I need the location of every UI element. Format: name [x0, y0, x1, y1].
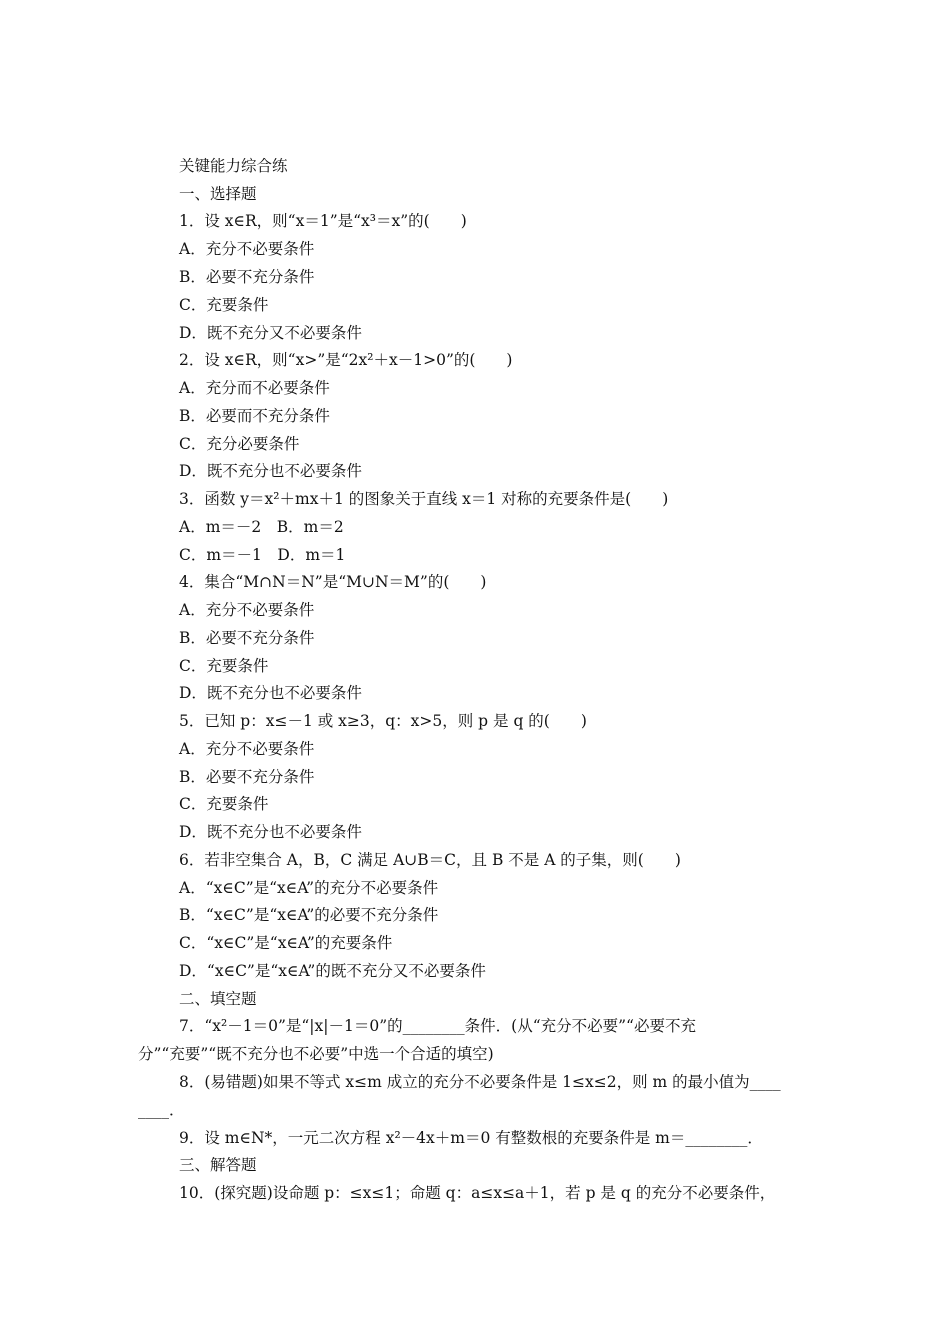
option-2b: B．必要而不充分条件	[179, 407, 330, 425]
question-10: 10．(探究题)设命题 p：≤x≤1；命题 q：a≤x≤a＋1，若 p 是 q 的充分不必要条件，	[179, 1184, 776, 1202]
option-1c: C．充要条件	[179, 296, 269, 314]
option-6a: A．“x∈C”是“x∈A”的充分不必要条件	[179, 879, 439, 897]
section-heading-choice: 一、选择题	[179, 185, 257, 203]
option-4a: A．充分不必要条件	[179, 601, 315, 619]
option-6b: B．“x∈C”是“x∈A”的必要不充分条件	[179, 906, 439, 924]
option-5a: A．充分不必要条件	[179, 740, 315, 758]
option-2a: A．充分而不必要条件	[179, 379, 330, 397]
section-heading-answer: 三、解答题	[179, 1156, 257, 1174]
question-7: 7．“x²－1＝0”是“|x|－1＝0”的________条件．(从“充分不必要”“必要不充	[179, 1017, 696, 1035]
document-title: 关键能力综合练	[179, 157, 288, 175]
question-2: 2．设 x∈R，则“x>”是“2x²＋x－1>0”的( )	[179, 351, 513, 369]
question-4: 4．集合“M∩N＝N”是“M∪N＝M”的( )	[179, 573, 487, 591]
section-heading-fill: 二、填空题	[179, 990, 257, 1008]
question-6: 6．若非空集合 A，B，C 满足 A∪B＝C，且 B 不是 A 的子集，则( )	[179, 851, 681, 869]
option-6c: C．“x∈C”是“x∈A”的充要条件	[179, 934, 393, 952]
question-8-continued: ____．	[138, 1101, 185, 1119]
option-4d: D．既不充分也不必要条件	[179, 684, 362, 702]
question-1: 1．设 x∈R，则“x＝1”是“x³＝x”的( )	[179, 212, 467, 230]
option-4c: C．充要条件	[179, 657, 269, 675]
option-5c: C．充要条件	[179, 795, 269, 813]
option-1d: D．既不充分又不必要条件	[179, 324, 362, 342]
option-2d: D．既不充分也不必要条件	[179, 462, 362, 480]
question-9: 9．设 m∈N*，一元二次方程 x²－4x＋m＝0 有整数根的充要条件是 m＝________．	[179, 1129, 763, 1147]
question-8: 8．(易错题)如果不等式 x≤m 成立的充分不必要条件是 1≤x≤2，则 m 的最小值为____	[179, 1073, 781, 1091]
option-1a: A．充分不必要条件	[179, 240, 315, 258]
option-4b: B．必要不充分条件	[179, 629, 315, 647]
options-3cd: C．m＝－1 D．m＝1	[179, 546, 346, 564]
question-5: 5．已知 p：x≤－1 或 x≥3，q：x>5，则 p 是 q 的( )	[179, 712, 587, 730]
option-1b: B．必要不充分条件	[179, 268, 315, 286]
option-5b: B．必要不充分条件	[179, 768, 315, 786]
option-6d: D．“x∈C”是“x∈A”的既不充分又不必要条件	[179, 962, 486, 980]
options-3ab: A．m＝－2 B．m＝2	[179, 518, 344, 536]
question-7-continued: 分”“充要”“既不充分也不必要”中选一个合适的填空)	[138, 1045, 494, 1063]
option-5d: D．既不充分也不必要条件	[179, 823, 362, 841]
option-2c: C．充分必要条件	[179, 435, 300, 453]
question-3: 3．函数 y＝x²＋mx＋1 的图象关于直线 x＝1 对称的充要条件是( )	[179, 490, 669, 508]
